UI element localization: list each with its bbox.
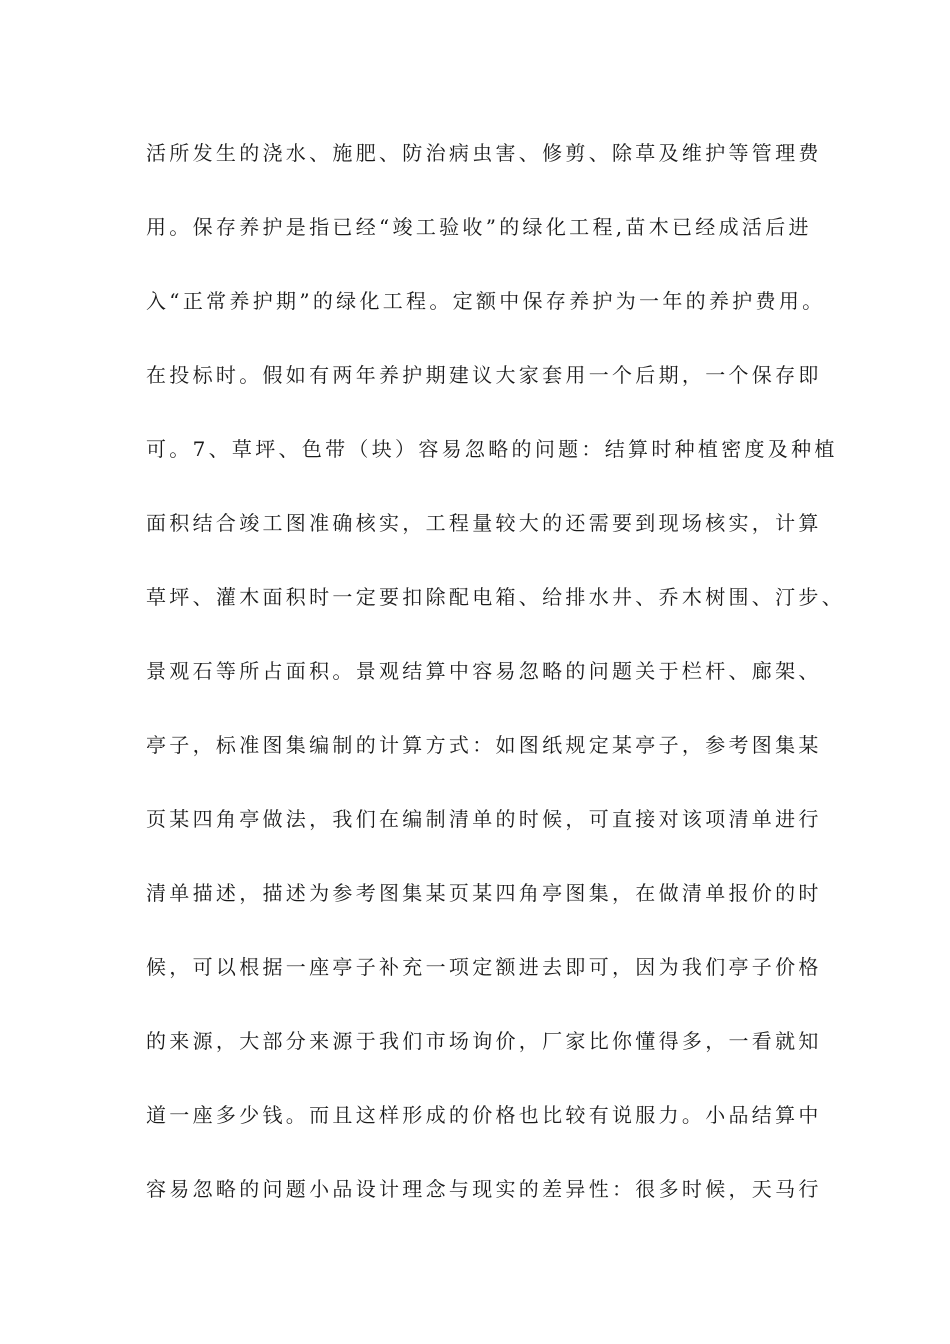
text-line-11: 清单描述，描述为参考图集某页某四角亭图集，在做清单报价的时 (146, 881, 822, 905)
text-line-3: 入“正常养护期”的绿化工程。定额中保存养护为一年的养护费用。 (146, 289, 826, 313)
text-line-9: 亭子，标准图集编制的计算方式：如图纸规定某亭子，参考图集某 (146, 733, 822, 757)
text-line-2: 用。保存养护是指已经“竣工验收”的绿化工程,苗木已经成活后进 (146, 215, 812, 239)
text-line-4: 在投标时。假如有两年养护期建议大家套用一个后期，一个保存即 (146, 363, 822, 387)
text-line-12: 候，可以根据一座亭子补充一项定额进去即可，因为我们亭子价格 (146, 955, 822, 979)
text-line-14: 道一座多少钱。而且这样形成的价格也比较有说服力。小品结算中 (146, 1103, 822, 1127)
text-line-7: 草坪、灌木面积时一定要扣除配电箱、给排水井、乔木树围、汀步、 (146, 585, 845, 609)
body-text (146, 130, 845, 1240)
text-line-8: 景观石等所占面积。景观结算中容易忽略的问题关于栏杆、廊架、 (146, 659, 822, 683)
text-line-10: 页某四角亭做法，我们在编制清单的时候，可直接对该项清单进行 (146, 807, 822, 831)
text-line-6: 面积结合竣工图准确核实，工程量较大的还需要到现场核实，计算 (146, 511, 822, 535)
text-line-5: 可。7、草坪、色带（块）容易忽略的问题：结算时种植密度及种植 (146, 437, 838, 461)
text-line-1: 活所发生的浇水、施肥、防治病虫害、修剪、除草及维护等管理费 (146, 141, 822, 165)
text-line-13: 的来源，大部分来源于我们市场询价，厂家比你懂得多，一看就知 (146, 1029, 822, 1053)
text-line-15: 容易忽略的问题小品设计理念与现实的差异性：很多时候，天马行 (146, 1177, 822, 1201)
